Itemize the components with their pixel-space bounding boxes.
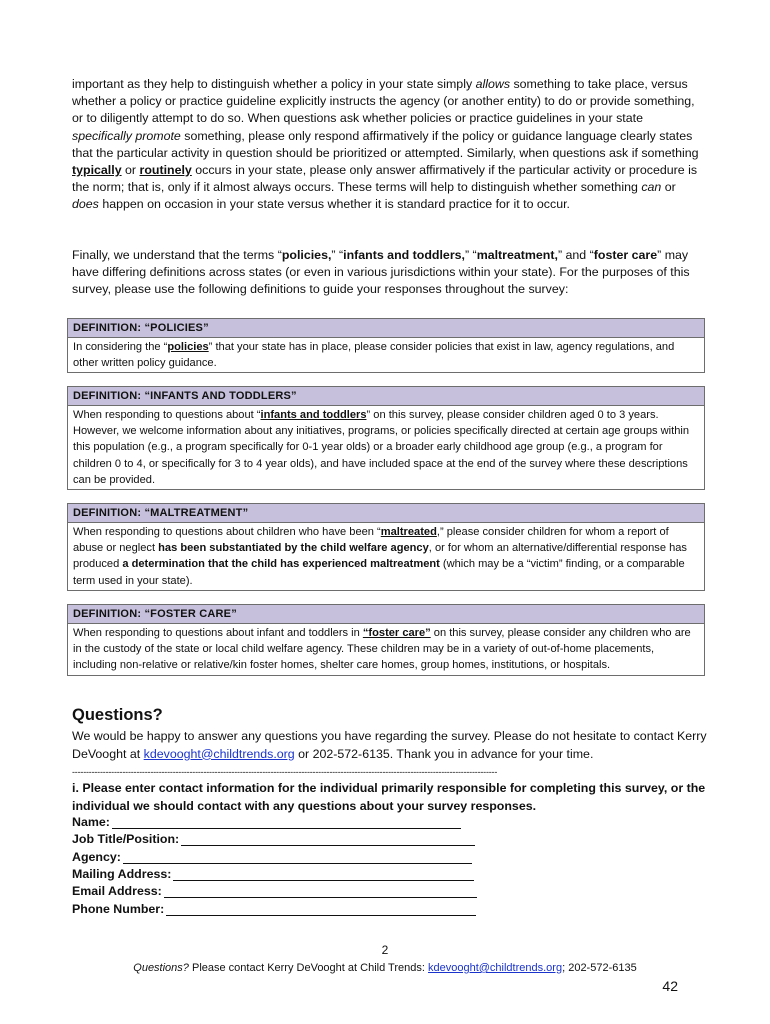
text-run: something, please only respond affirmatively if the policy or guidance language clearly states that the particular activity in question should be prioritized or attempted. Similarly, when questions ask if something <box>72 128 699 160</box>
text-run: Please contact Kerry DeVooght at Child Trends: <box>188 962 428 974</box>
term-infants: infants and toddlers, <box>343 248 465 262</box>
definition-heading: DEFINITION: “POLICIES” <box>68 319 704 338</box>
text-run: something to take place, versus whether a policy or practice guideline explicitly instructs the agency (or another entity) to do or provide something, or to diligently attempt to do so. When questions ask whether policies or practice guidelines in your state <box>72 77 695 126</box>
field-label: Agency: <box>72 850 121 864</box>
text-run: When responding to questions about infant and toddlers in <box>73 627 363 639</box>
name-input-line[interactable] <box>112 815 461 829</box>
definition-policies-box <box>67 318 705 373</box>
text-run: In considering the “ <box>73 341 168 353</box>
footer <box>0 962 770 974</box>
page-number: 2 <box>381 943 389 957</box>
footer-email-link[interactable]: kdevooght@childtrends.org <box>428 962 563 974</box>
emphasis-routinely: routinely <box>139 163 192 178</box>
definition-term: policies <box>167 341 209 353</box>
questions-paragraph <box>72 728 712 763</box>
emphasis-does: does <box>72 197 99 212</box>
name-field <box>72 815 461 829</box>
job-title-field <box>72 832 475 846</box>
text-run: or <box>121 163 140 178</box>
text-run: important as they help to distinguish whether a policy in your state simply <box>72 77 476 91</box>
definition-body <box>68 624 704 675</box>
definition-body <box>68 338 704 372</box>
footer-questions-label: Questions? <box>133 962 189 974</box>
job-title-input-line[interactable] <box>181 832 475 846</box>
text-run: ” “ <box>331 248 344 262</box>
text-run: on this survey, please consider any children who are in the custody of the state or local child welfare agency. These children may be in a variety of out-of-home placements, including non-relative or relative/kin foster homes, shelter care homes, group homes, institutions, or hospitals. <box>73 627 691 672</box>
phone-number-input-line[interactable] <box>166 902 476 916</box>
definition-maltreatment-box <box>67 503 705 591</box>
bold-phrase: has been substantiated by the child welfare agency <box>158 542 429 555</box>
field-label: Mailing Address: <box>72 867 172 881</box>
definition-infants-box <box>67 386 705 490</box>
text-run: , or for whom an alternative/differential response has produced <box>73 542 687 571</box>
emphasis-can: can <box>641 180 662 195</box>
text-run: Finally, we understand that the terms “ <box>72 248 282 262</box>
intro-paragraph-1 <box>72 76 702 214</box>
mailing-address-input-line[interactable] <box>173 867 474 881</box>
phone-number-field <box>72 902 476 916</box>
field-label: Phone Number: <box>72 902 165 916</box>
field-label: Job Title/Position: <box>72 832 180 846</box>
definition-body <box>68 406 704 489</box>
definition-term: “foster care” <box>362 627 431 639</box>
definition-term: infants and toddlers <box>260 409 367 421</box>
dashed-separator: -------------------------------------------------------------------------------------------------------------------------------------------------------- <box>72 767 498 777</box>
definition-term: maltreated <box>380 526 437 538</box>
text-run: (which may be a “victim” finding, or a comparable term used in your state). <box>73 558 685 587</box>
text-run: ,” please consider children for whom a report of abuse or neglect <box>73 526 669 555</box>
text-run: occurs in your state, please only answer affirmatively if the particular activity or procedure is the norm; that is, only if it almost always occurs. These terms will help to distinguish whether something <box>72 163 698 195</box>
definition-heading: DEFINITION: “FOSTER CARE” <box>68 605 704 624</box>
email-address-field <box>72 884 477 898</box>
definition-body <box>68 523 704 590</box>
agency-field <box>72 850 472 864</box>
definition-heading: DEFINITION: “INFANTS AND TODDLERS” <box>68 387 704 406</box>
text-run: When responding to questions about “ <box>73 409 261 421</box>
emphasis-typically: typically <box>72 163 122 178</box>
text-run: ” that your state has in place, please consider policies that exist in law, agency regulations, and other written policy guidance. <box>73 341 675 370</box>
term-maltreatment: maltreatment, <box>476 248 558 262</box>
definition-heading: DEFINITION: “MALTREATMENT” <box>68 504 704 523</box>
bold-phrase: a determination that the child has experienced maltreatment <box>122 558 440 571</box>
text-run: ” on this survey, please consider children aged 0 to 3 years. However, we welcome information about any initiatives, programs, or policies specifically directed at certain age groups within this population (e.g., a program specifically for 0-1 year olds) or a broader early childhood age group (e.g., a program for children 0 to 4, or specifically for 3 to 4 year olds), and have included space at the end of the survey where these descriptions can be provided. <box>73 409 689 486</box>
emphasis-specifically-promote: specifically promote <box>72 128 181 143</box>
questions-heading: Questions? <box>72 706 163 724</box>
definition-foster-care-box <box>67 604 705 676</box>
mailing-address-field <box>72 867 474 881</box>
text-run: ” may have differing definitions across states (or even in various jurisdictions within your state). For the purposes of this survey, please use the following definitions to guide your responses throughout the survey: <box>72 248 690 297</box>
document-page-number: 42 <box>662 978 678 994</box>
text-run: ” “ <box>464 248 477 262</box>
email-address-input-line[interactable] <box>164 884 477 898</box>
field-label: Name: <box>72 815 110 829</box>
contact-instructions: i. Please enter contact information for the individual primarily responsible for completing this survey, or the individual we should contact with any questions about your survey responses. <box>72 781 706 813</box>
text-run: happen on occasion in your state versus whether it is standard practice for it to occur. <box>98 197 570 212</box>
contact-email-link[interactable]: kdevooght@childtrends.org <box>143 746 295 761</box>
term-policies: policies, <box>281 248 332 262</box>
intro-paragraph-2 <box>72 247 702 299</box>
text-run: ; 202-572-6135 <box>562 962 637 974</box>
agency-input-line[interactable] <box>123 850 472 864</box>
text-run: or <box>661 180 676 195</box>
emphasis-allows: allows <box>475 77 511 91</box>
text-run: When responding to questions about children who have been “ <box>73 526 381 538</box>
term-foster-care: foster care <box>593 248 658 262</box>
text-run: or 202-572-6135. Thank you in advance for your time. <box>294 746 594 761</box>
text-run: ” and “ <box>557 248 594 262</box>
text-run: We would be happy to answer any questions you have regarding the survey. Please do not hesitate to contact Kerry DeVooght at <box>72 729 707 761</box>
field-label: Email Address: <box>72 884 162 898</box>
